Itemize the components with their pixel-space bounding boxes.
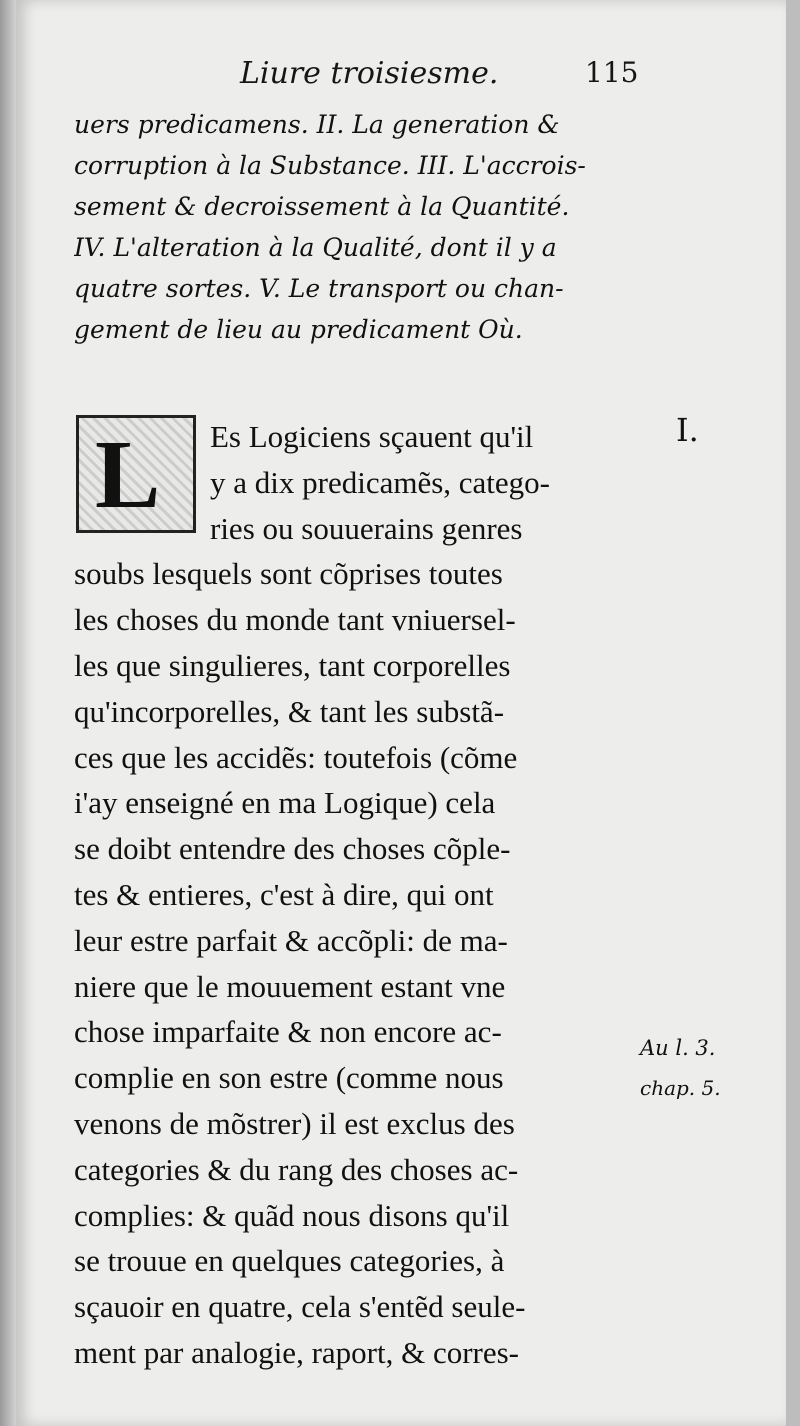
text-line: complie en son estre (comme nous — [74, 1060, 504, 1096]
text-line: tes & entieres, c'est à dire, qui ont — [74, 876, 494, 912]
text-line: se trouue en quelques categories, à — [74, 1243, 505, 1279]
text-line: ment par analogie, raport, & corres- — [74, 1334, 520, 1370]
text-line: y a dix predicamẽs, catego- — [210, 464, 550, 500]
text-line: chose imparfaite & non encore ac- — [74, 1014, 502, 1050]
summary-line: sement & decroissement à la Quantité. — [74, 192, 570, 221]
text-line: complies: & quãd nous disons qu'il — [74, 1197, 510, 1233]
text-line: se doibt entendre des choses cõple- — [74, 831, 511, 867]
summary-line: quatre sortes. V. Le transport ou chan- — [74, 274, 564, 303]
page-header — [0, 56, 800, 100]
running-head: Liure troisiesme. — [240, 56, 499, 91]
text-line: ries ou souuerains genres — [210, 510, 523, 546]
initial-letter: L — [95, 421, 161, 529]
text-line: leur estre parfait & accõpli: de ma- — [74, 922, 508, 958]
main-text — [74, 414, 638, 1376]
chapter-summary — [74, 104, 648, 350]
section-mark: I. — [676, 411, 699, 449]
text-line: niere que le mouuement estant vne — [74, 968, 506, 1004]
text-line: qu'incorporelles, & tant les substã- — [74, 693, 505, 729]
text-line: soubs lesquels sont cõprises toutes — [74, 556, 503, 592]
summary-line: IV. L'alteration à la Qualité, dont il y a — [74, 233, 557, 262]
text-line: venons de mõstrer) il est exclus des — [74, 1105, 515, 1141]
text-line: ces que les accidẽs: toutefois (cõme — [74, 739, 518, 775]
text-line: les que singulieres, tant corporelles — [74, 647, 511, 683]
text-line: i'ay enseigné en ma Logique) cela — [74, 785, 496, 821]
summary-line: uers predicamens. II. La generation & — [74, 110, 560, 139]
text-line: les choses du monde tant vniuersel- — [74, 602, 516, 638]
summary-line: gement de lieu au predicament Où. — [74, 315, 523, 344]
margin-reference-line2: chap. 5. — [640, 1076, 721, 1100]
summary-line: corruption à la Substance. III. L'accrois- — [74, 151, 586, 180]
text-line: categories & du rang des choses ac- — [74, 1151, 519, 1187]
margin-reference-line1: Au l. 3. — [640, 1036, 716, 1060]
text-line: Es Logiciens sçauent qu'il — [210, 419, 534, 454]
page-number: 115 — [585, 56, 639, 89]
text-line: sçauoir en quatre, cela s'entẽd seule- — [74, 1289, 526, 1325]
initial-indented-lines — [74, 414, 638, 551]
